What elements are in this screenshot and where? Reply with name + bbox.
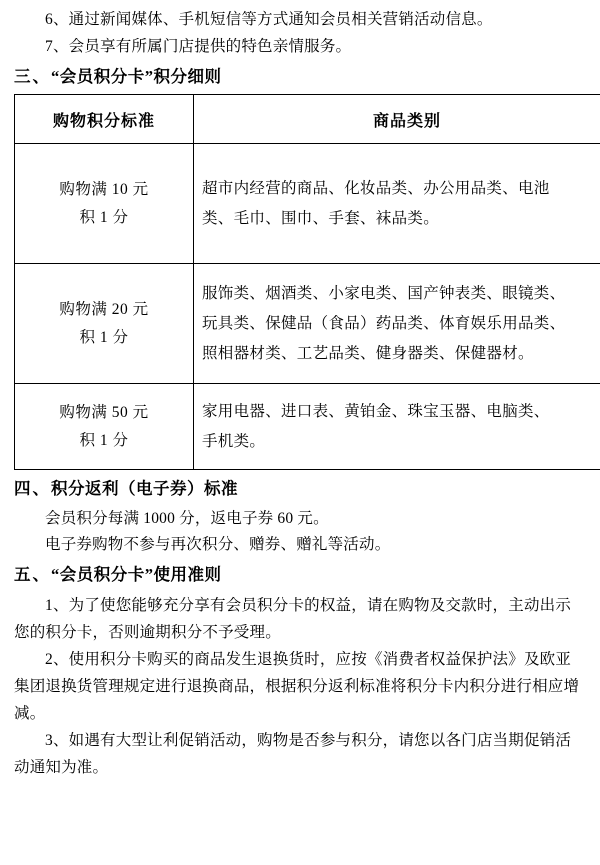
standard-line-2: 积 1 分 xyxy=(79,431,129,449)
list-item: 6、通过新闻媒体、手机短信等方式通知会员相关营销活动信息。 xyxy=(45,11,493,28)
section-heading-three xyxy=(14,62,586,92)
section-title: 积分返利（电子券）标准 xyxy=(51,479,238,498)
cell-standard xyxy=(15,144,194,264)
section-title: “会员积分卡”使用准则 xyxy=(51,565,222,584)
category-line: 玩具类、保健品（食品）药品类、体育娱乐用品类、 xyxy=(202,314,566,332)
standard-line-2: 积 1 分 xyxy=(79,208,129,226)
paragraph: 会员积分每满 1000 分，返电子券 60 元。 xyxy=(45,510,329,527)
paragraph: 1、为了使您能够充分享有会员积分卡的权益，请在购物及交款时，主动出示您的积分卡，否则逾期积分不予受理。 xyxy=(14,597,572,641)
paragraph: 2、使用积分卡购买的商品发生退换货时，应按《消费者权益保护法》及欧亚集团退换货管理规定进行退换商品，根据积分返利标准将积分卡内积分进行相应增减。 xyxy=(14,651,580,722)
standard-line-1: 购物满 50 元 xyxy=(59,403,149,421)
section-heading-four xyxy=(14,474,586,504)
cell-category xyxy=(194,384,600,470)
section-number: 四、 xyxy=(14,479,51,498)
standard-line-2: 积 1 分 xyxy=(79,328,129,346)
section-number: 三、 xyxy=(14,67,51,86)
category-line: 超市内经营的商品、化妆品类、办公用品类、电池 xyxy=(202,179,550,197)
list-item: 7、会员享有所属门店提供的特色亲情服务。 xyxy=(45,38,352,55)
category-line: 类、毛巾、围巾、手套、袜品类。 xyxy=(202,209,440,227)
cell-category xyxy=(194,144,600,264)
cell-standard xyxy=(15,264,194,384)
table-header-row xyxy=(15,95,600,144)
standard-line-1: 购物满 20 元 xyxy=(59,300,149,318)
section-heading-five xyxy=(14,560,586,590)
section-title: “会员积分卡”积分细则 xyxy=(51,67,222,86)
cell-standard xyxy=(15,384,194,470)
points-table xyxy=(14,94,600,470)
category-line: 照相器材类、工艺品类、健身器类、保健器材。 xyxy=(202,344,534,362)
paragraph: 电子券购物不参与再次积分、赠券、赠礼等活动。 xyxy=(45,536,391,553)
table-header-standard: 购物积分标准 xyxy=(15,95,194,144)
table-header-category: 商品类别 xyxy=(194,95,600,144)
category-line: 手机类。 xyxy=(202,432,266,450)
paragraph: 3、如遇有大型让利促销活动，购物是否参与积分，请您以各门店当期促销活动通知为准。 xyxy=(14,732,572,776)
category-line: 家用电器、进口表、黄铂金、珠宝玉器、电脑类、 xyxy=(202,402,550,420)
cell-category xyxy=(194,264,600,384)
section-number: 五、 xyxy=(14,565,51,584)
standard-line-1: 购物满 10 元 xyxy=(59,180,149,198)
table-row xyxy=(15,384,600,470)
table-row xyxy=(15,144,600,264)
table-row xyxy=(15,264,600,384)
category-line: 服饰类、烟酒类、小家电类、国产钟表类、眼镜类、 xyxy=(202,284,566,302)
